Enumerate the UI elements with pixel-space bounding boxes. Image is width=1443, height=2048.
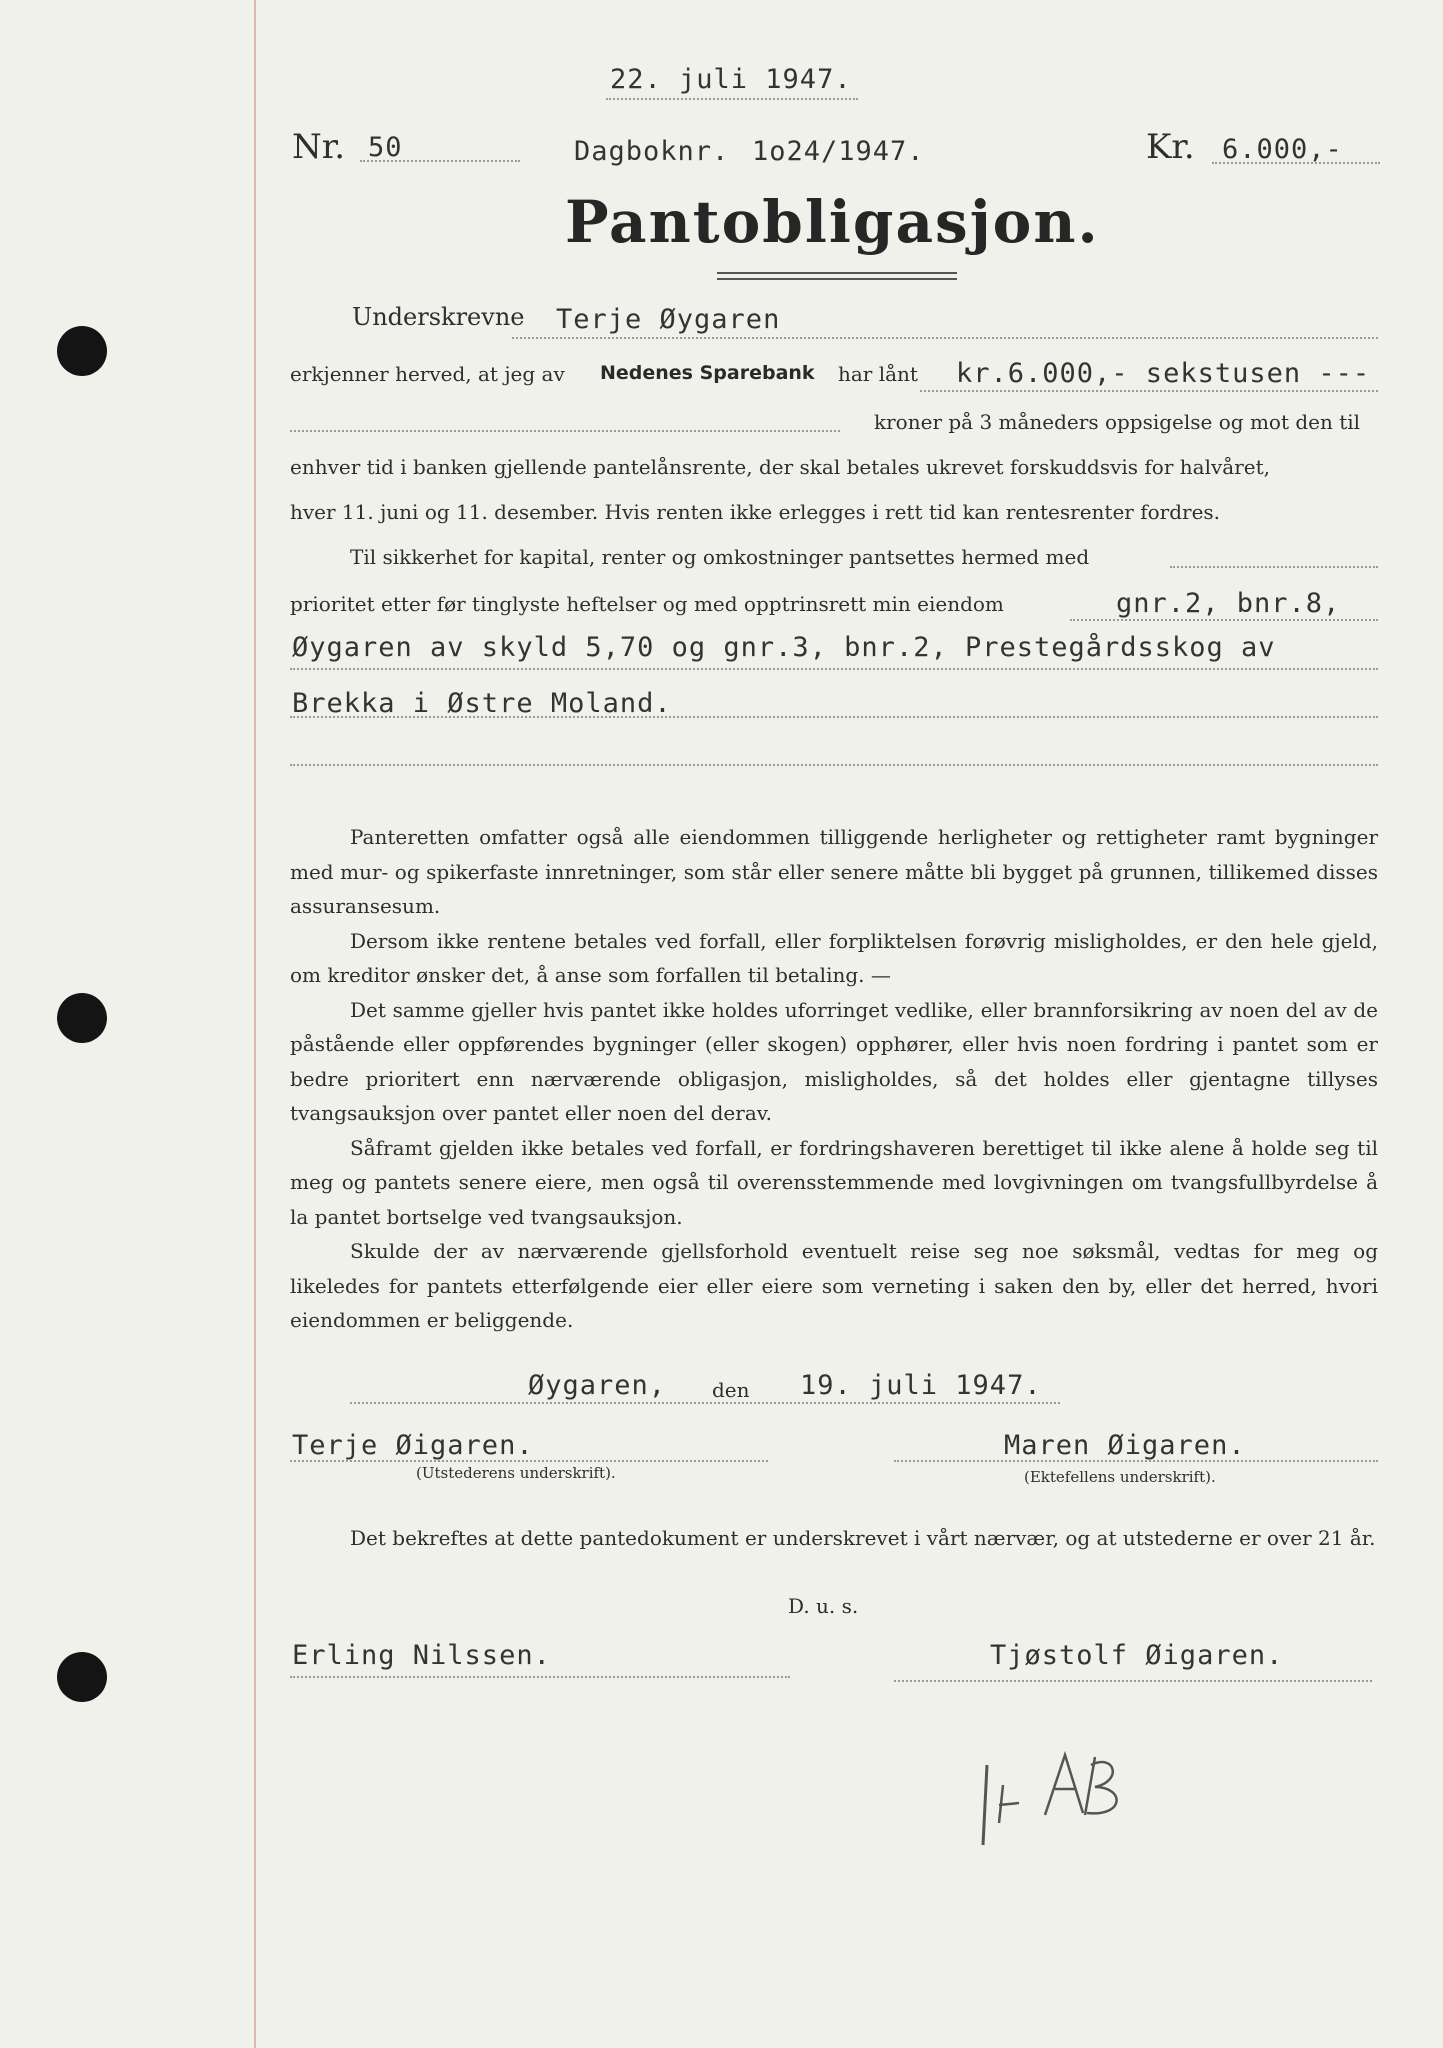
dagbok-label: Dagboknr. — [574, 136, 730, 167]
witness-1-signature: Erling Nilssen. — [292, 1640, 551, 1671]
nr-label: Nr. — [292, 127, 346, 167]
security-underline — [1170, 566, 1378, 568]
terms-text-1: kroner på 3 måneders oppsigelse og mot den til — [874, 410, 1361, 434]
issuer-signature-label: (Utstederens underskrift). — [416, 1464, 616, 1482]
security-text: Til sikkerhet for kapital, renter og omkostninger pantsettes hermed med — [350, 545, 1090, 569]
undersigned-name: Terje Øygaren — [556, 304, 781, 335]
term-paragraph: Dersom ikke rentene betales ved forfall, eller forpliktelsen forøvrig misligholdes, er den hele gjeld, om kreditor ønsker det, å anse som forfallen til betaling. — — [290, 928, 1378, 987]
signing-place: Øygaren, — [528, 1370, 667, 1401]
handwritten-initials — [975, 1745, 1155, 1855]
term-paragraph: Det samme gjeller hvis pantet ikke holdes uforringet vedlike, eller brannforsikring av noen del av de påstående eller oppførendes bygninger (eller skogen) opphører, eller hvis noen fordring i pantet som er bedre prioritert enn nærværende obligasjon, misligholdes, så det holdes eller gjentagne tillyses tvangsauksjon over pantet eller noen del derav. — [290, 997, 1378, 1125]
signing-underline — [350, 1402, 1060, 1404]
property-underline-2 — [290, 668, 1378, 670]
blank-line-1 — [290, 430, 840, 432]
nr-value: 50 — [368, 132, 403, 163]
terms-text-3: hver 11. juni og 11. desember. Hvis renten ikke erlegges i rett tid kan rentesrenter fordres. — [290, 500, 1221, 524]
loan-underline — [920, 390, 1378, 392]
acknowledge-text: erkjenner herved, at jeg av — [290, 362, 565, 386]
date-underline — [606, 98, 858, 100]
terms-text-2: enhver tid i banken gjellende pantelånsrente, der skal betales ukrevet forskuddsvis for halvåret, — [290, 455, 1270, 479]
priority-text: prioritet etter før tinglyste heftelser og med opptrinsrett min eiendom — [290, 592, 1004, 616]
bank-name: Nedenes Sparebank — [600, 362, 815, 384]
document-title: Pantobligasjon. — [565, 188, 1100, 256]
witness-text: Det bekreftes at dette pantedokument er underskrevet i vårt nærvær, og at utstederne er over 21 år. — [350, 1526, 1376, 1550]
title-rule-2 — [717, 278, 957, 280]
dagbok-value: 1o24/1947. — [752, 136, 925, 167]
signing-date: 19. juli 1947. — [800, 1370, 1042, 1401]
title-rule-1 — [717, 272, 957, 274]
term-paragraph: Såframt gjelden ikke betales ved forfall, er fordringshaveren berettiget til ikke alene å holde seg til meg og pantets senere eiere, men også til overensstemmende med lovgivningen om tvangsfullbyrdelse å la pantet bortselge ved tvangsauksjon. — [290, 1135, 1378, 1229]
property-line-3: Brekka i Østre Moland. — [292, 688, 672, 719]
borrowed-text: har lånt — [838, 362, 918, 386]
property-underline-1 — [1070, 619, 1378, 621]
dus-text: D. u. s. — [788, 1594, 859, 1618]
binder-hole-top — [57, 326, 107, 376]
issuer-signature-line — [290, 1460, 768, 1462]
term-paragraph: Skulde der av nærværende gjellsforhold eventuelt reise seg noe søksmål, vedtas for meg og likeledes for pantets etterfølgende eier eller eiere som verneting i saken den by, eller det herred, hvori eiendommen er beliggende. — [290, 1239, 1378, 1332]
loan-amount: kr.6.000,- sekstusen --- — [956, 358, 1371, 389]
binder-hole-middle — [57, 993, 107, 1043]
property-line-2: Øygaren av skyld 5,70 og gnr.3, bnr.2, Prestegårdsskog av — [292, 632, 1276, 663]
spouse-signature-line — [894, 1460, 1378, 1462]
spouse-signature-label: (Ektefellens underskrift). — [1024, 1468, 1216, 1486]
document-date: 22. juli 1947. — [610, 64, 852, 95]
witness-1-line — [290, 1676, 790, 1678]
kr-value: 6.000,- — [1222, 134, 1343, 165]
witness-2-signature: Tjøstolf Øigaren. — [990, 1640, 1284, 1671]
term-paragraph: Panteretten omfatter også alle eiendommen tilliggende herligheter og rettigheter ramt bygninger med mur- og spikerfaste innretninger, som står eller senere måtte bli bygget på grunnen, tillikemed disses assuransesum. — [290, 825, 1378, 918]
nr-underline — [360, 160, 520, 162]
terms-section — [290, 820, 1378, 1338]
undersigned-underline — [512, 337, 1378, 339]
kr-label: Kr. — [1146, 127, 1195, 167]
kr-underline — [1212, 162, 1380, 164]
spouse-signature: Maren Øigaren. — [1004, 1430, 1246, 1461]
undersigned-label: Underskrevne — [352, 303, 525, 331]
property-line-1: gnr.2, bnr.8, — [1116, 588, 1341, 619]
margin-line — [254, 0, 256, 2048]
signing-den: den — [712, 1378, 750, 1402]
blank-line-2 — [290, 764, 1378, 766]
witness-2-line — [894, 1680, 1372, 1682]
property-underline-3 — [290, 716, 1378, 718]
binder-hole-bottom — [57, 1652, 107, 1702]
issuer-signature: Terje Øigaren. — [292, 1430, 534, 1461]
